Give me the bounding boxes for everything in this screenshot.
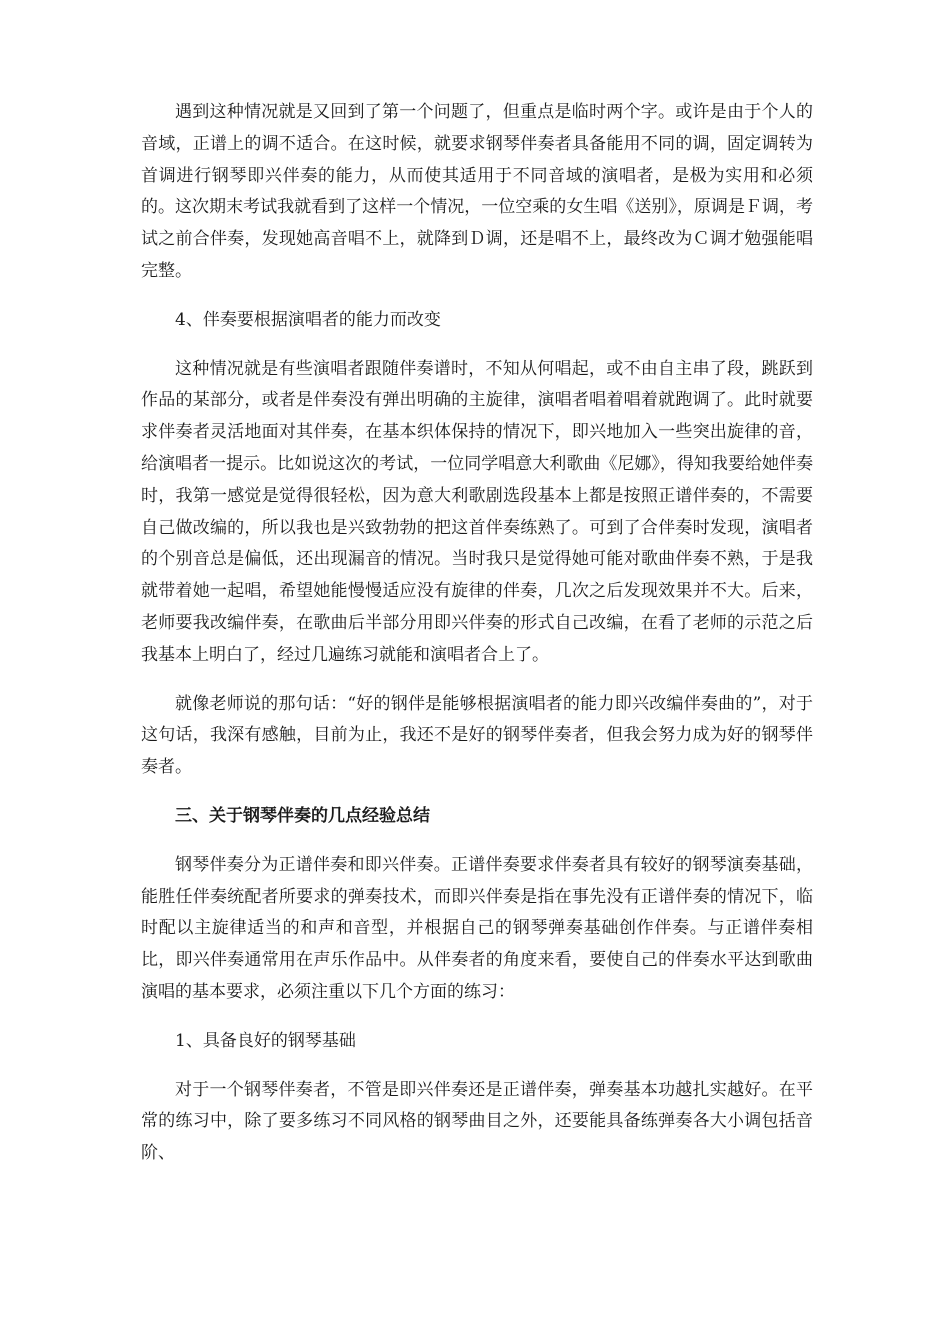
paragraph-accompaniment-adjust: 这种情况就是有些演唱者跟随伴奏谱时，不知从何唱起，或不由自主串了段，跳跃到作品的某部分，或者是伴奏没有弹出明确的主旋律，演唱者唱着唱着就跑调了。此时就要求伴奏者灵活地面对其伴奏，在基本织体保持的情况下，即兴地加入一些突出旋律的音，给演唱者一提示。比如说这次的考试，一位同学唱意大利歌曲《尼娜》，得知我要给她伴奏时，我第一感觉是觉得很轻松，因为意大利歌剧选段基本上都是按照正谱伴奏的，不需要自己做改编的，所以我也是兴致勃勃的把这首伴奏练熟了。可到了合伴奏时发现，演唱者的个别音总是偏低，还出现漏音的情况。当时我只是觉得她可能对歌曲伴奏不熟，于是我就带着她一起唱，希望她能慢慢适应没有旋律的伴奏，几次之后发现效果并不大。后来，老师要我改编伴奏，在歌曲后半部分用即兴伴奏的形式自己改编，在看了老师的示范之后我基本上明白了，经过几遍练习就能和演唱者合上了。 xyxy=(141,358,813,665)
section-heading-4: 4、伴奏要根据演唱者的能力而改变 xyxy=(175,309,441,330)
section-heading-three: 三、关于钢琴伴奏的几点经验总结 xyxy=(175,805,430,826)
document-body xyxy=(141,97,813,1187)
paragraph-teacher-quote: 就像老师说的那句话：“好的钢伴是能够根据演唱者的能力即兴改编伴奏曲的”，对于这句话，我深有感触，目前为止，我还不是好的钢琴伴奏者，但我会努力成为好的钢琴伴奏者。 xyxy=(141,693,813,778)
paragraph-key-change: 遇到这种情况就是又回到了第一个问题了，但重点是临时两个字。或许是由于个人的音域，正谱上的调不适合。在这时候，就要求钢琴伴奏者具备能用不同的调，固定调转为首调进行钢琴即兴伴奏的能力，从而使其适用于不同音域的演唱者，是极为实用和必须的。这次期末考试我就看到了这样一个情况，一位空乘的女生唱《送别》，原调是Ｆ调，考试之前合伴奏，发现她高音唱不上，就降到Ｄ调，还是唱不上，最终改为Ｃ调才勉强能唱完整。 xyxy=(141,102,813,281)
paragraph-accompaniment-types: 钢琴伴奏分为正谱伴奏和即兴伴奏。正谱伴奏要求伴奏者具有较好的钢琴演奏基础，能胜任伴奏统配者所要求的弹奏技术，而即兴伴奏是指在事先没有正谱伴奏的情况下，临时配以主旋律适当的和声和音型，并根据自己的钢琴弹奏基础创作伴奏。与正谱伴奏相比，即兴伴奏通常用在声乐作品中。从伴奏者的角度来看，要使自己的伴奏水平达到歌曲演唱的基本要求，必须注重以下几个方面的练习： xyxy=(141,854,813,1002)
paragraph-piano-foundation: 对于一个钢琴伴奏者，不管是即兴伴奏还是正谱伴奏，弹奏基本功越扎实越好。在平常的练习中，除了要多练习不同风格的钢琴曲目之外，还要能具备练弹奏各大小调包括音阶、 xyxy=(141,1079,813,1164)
section-heading-1: 1、具备良好的钢琴基础 xyxy=(175,1030,356,1051)
